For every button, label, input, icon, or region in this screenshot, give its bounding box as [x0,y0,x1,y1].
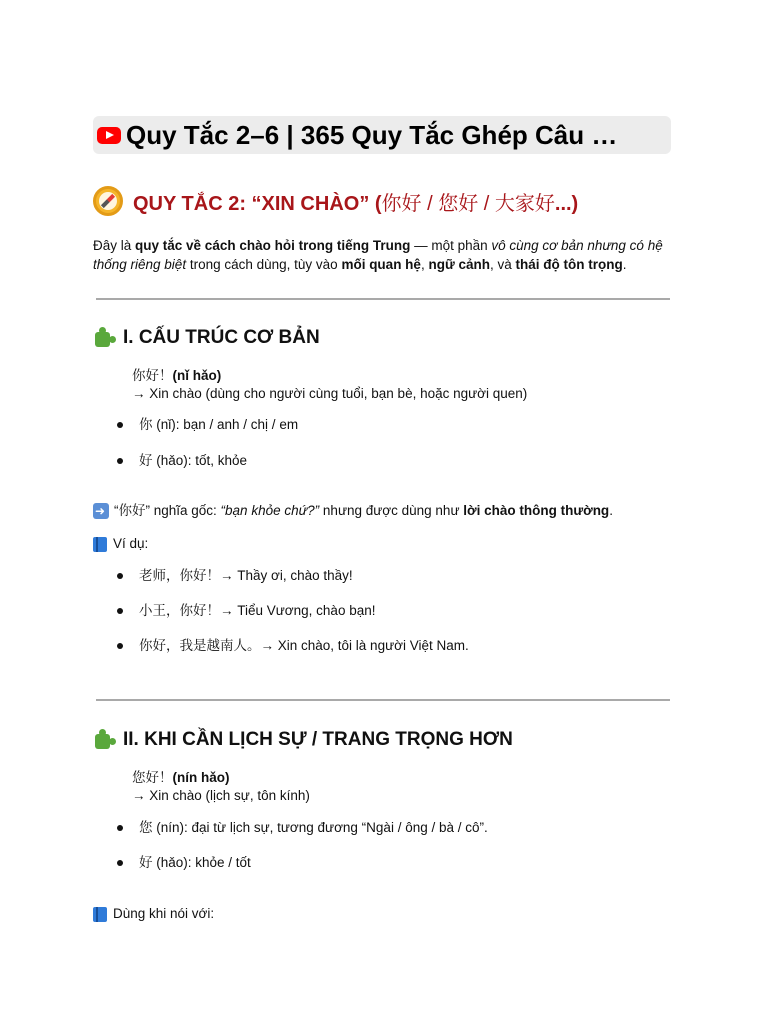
examples-label: Ví dụ: [93,535,148,553]
puzzle-icon [93,729,115,751]
intro-paragraph: Đây là quy tắc về cách chào hỏi trong tiếng Trung — một phần vô cùng cơ bản nhưng có hệ thống riêng biệt trong cách dùng, tùy vào mối quan hệ, ngữ cảnh, và thái độ tôn trọng. [93,238,663,272]
list-item: 好 (hǎo): khỏe / tốt [117,854,677,872]
usage-label: Dùng khi nói với: [93,905,214,923]
note-line: ➜ “你好” nghĩa gốc: “bạn khỏe chứ?” nhưng được dùng như lời chào thông thường. [93,502,613,520]
section-heading-2: II. KHI CẦN LỊCH SỰ / TRANG TRỌNG HƠN [93,729,513,751]
examples-list [117,567,677,655]
divider [96,298,670,300]
puzzle-icon [93,327,115,349]
list-item: 好 (hǎo): tốt, khỏe [117,452,677,470]
list-item: 小王，你好！→ Tiểu Vương, chào bạn! [117,602,677,620]
list-item: 老师，你好！→ Thầy ơi, chào thầy! [117,567,677,585]
rule-heading [93,186,578,216]
phrase-block-1: 你好！(nǐ hǎo) → Xin chào (dùng cho người cùng tuổi, bạn bè, hoặc người quen) [132,368,528,401]
blue-book-icon [93,907,107,922]
bullet-list-1 [117,416,677,470]
document-title: Quy Tắc 2–6 | 365 Quy Tắc Ghép Câu … [126,119,618,150]
youtube-icon [97,127,121,144]
blue-book-icon [93,537,107,552]
list-item: 您 (nín): đại từ lịch sự, tương đương “Ngài / ông / bà / cô”. [117,819,677,837]
list-item: 你 (nǐ): bạn / anh / chị / em [117,416,677,434]
compass-icon [93,186,123,216]
document-title-chip[interactable] [93,116,671,154]
phrase-block-2: 您好！(nín hǎo) → Xin chào (lịch sự, tôn kính) [132,770,310,803]
divider [96,699,670,701]
bullet-list-2 [117,819,677,872]
section-heading-1: I. CẤU TRÚC CƠ BẢN [93,327,320,349]
arrow-right-icon [93,503,109,519]
list-item: 你好，我是越南人。→ Xin chào, tôi là người Việt Nam. [117,637,677,655]
rule-title: QUY TẮC 2: “XIN CHÀO” (你好 / 您好 / 大家好...) [133,192,579,215]
